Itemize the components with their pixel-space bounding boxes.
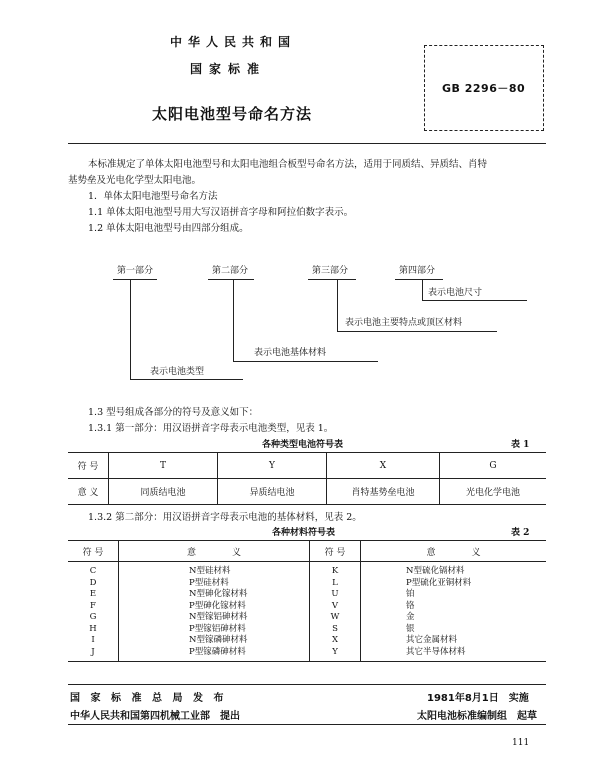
footer-issuer: 国家标准总局发布 [70,693,234,704]
table-1-symbol: T [109,453,218,479]
leader-part-2-v [233,279,234,361]
table-1-meaning-row [68,479,546,505]
table-2-symbol: L [310,578,361,590]
table-2-row [68,589,546,601]
table-1-symbol: G [440,453,547,479]
table-1-label: 表 1 [511,440,530,450]
table-2-meaning: N型镓铝砷材料 [119,612,310,624]
table-2-meaning: N型镓磷砷材料 [119,635,310,647]
section-1-heading: 1．单体太阳电池型号命名方法 [88,191,218,202]
table-2-meaning: N型硅材料 [119,562,310,578]
table-1-meaning: 同质结电池 [109,479,218,505]
intro-line-1: 本标准规定了单体太阳电池型号和太阳电池组合板型号命名方法，适用于同质结、异质结、肖特 [88,159,488,170]
table-2-title: 各种材料符号表 [272,528,336,538]
table-2-symbol: X [310,635,361,647]
footer-rule-top [68,684,546,685]
table-2-materials [68,540,546,662]
table-2-symbol: J [68,647,119,662]
table-1-symbol-row [68,453,546,479]
org-line-1: 中华人民共和国 [170,35,297,49]
table-2-row [68,578,546,590]
table-2-header-row [68,541,546,562]
leader-part-4-v [422,279,423,300]
table-2-meaning: P型硫化亚铜材料 [361,578,547,590]
section-1-3-1: 1.3.1 第一部分：用汉语拼音字母表示电池类型，见表 1。 [88,423,334,434]
table-2-meaning: P型镓磷砷材料 [119,647,310,662]
document-title: 太阳电池型号命名方法 [152,105,313,123]
table-2-symbol: C [89,566,97,576]
table-1-symbol: X [327,453,440,479]
underline-part-1 [113,279,157,280]
table-2-label: 表 2 [511,528,530,538]
table-2-meaning: 铂 [361,589,547,601]
table-2-meaning: 金 [361,612,547,624]
table-2-meaning: 其它金属材料 [361,635,547,647]
leader-part-3-v [337,279,338,331]
table-2-symbol: E [89,589,97,599]
table-2-symbol: W [310,612,361,624]
table-1-meaning-header: 意 义 [68,479,109,505]
diagram-part-4: 第四部分 [399,266,436,276]
label-main-feature: 表示电池主要特点或顶区材料 [345,318,463,328]
table-2-meaning: N型砷化镓材料 [119,589,310,601]
leader-part-1-h [130,379,243,380]
table-2-row [68,635,546,647]
label-cell-size: 表示电池尺寸 [428,288,483,298]
table-2-symbol: F [90,600,96,611]
table-2-row [68,562,546,578]
section-1-3-2: 1.3.2 第二部分：用汉语拼音字母表示电池的基体材料，见表 2。 [88,512,362,523]
table-2-symbol: D [89,577,97,588]
table-2-meaning: N型硫化镉材料 [361,562,547,578]
table-2-meaning: 其它半导体材料 [361,647,547,662]
diagram-part-2: 第二部分 [212,266,249,276]
table-2-symbol: K [310,562,361,578]
underline-part-2 [208,279,254,280]
leader-part-3-h [337,331,497,332]
table-2-meaning: 铬 [361,601,547,613]
footer-drafter: 太阳电池标准编制组 起草 [417,711,537,722]
table-2-row [68,624,546,636]
table-2-symbol: V [310,601,361,613]
table-2-meaning: P型硅材料 [119,578,310,590]
table-1-symbol: Y [218,453,327,479]
leader-part-1-v [130,279,131,379]
table-2-header: 意 义 [361,541,547,562]
leader-part-2-h [233,361,378,362]
footer-proposer: 中华人民共和国第四机械工业部 提出 [70,711,240,722]
section-1-1: 1.1 单体太阳电池型号用大写汉语拼音字母和阿拉伯数字表示。 [88,207,354,218]
footer-date: 1981年8月1日 实施 [427,693,529,704]
underline-part-4 [395,279,443,280]
table-2-meaning: 银 [361,624,547,636]
table-1-meaning: 异质结电池 [218,479,327,505]
table-2-header: 意 义 [119,541,310,562]
table-2-row [68,612,546,624]
table-2-symbol: G [89,612,97,622]
org-line-2: 国家标准 [190,62,267,76]
table-1-cell-types [68,452,546,505]
table-1-meaning: 肖特基势垒电池 [327,479,440,505]
intro-line-2: 基势垒及光电化学型太阳电池。 [68,175,202,186]
header-rule [68,143,546,144]
table-2-row [68,647,546,662]
table-2-symbol: H [89,623,97,634]
table-2-symbol: I [91,635,95,645]
table-2-meaning: P型镓铝砷材料 [119,624,310,636]
table-2-meaning: P型砷化镓材料 [119,601,310,613]
standard-number: GB 2296－80 [442,82,526,95]
table-2-symbol: U [310,589,361,601]
page-number: 111 [512,738,530,748]
table-2-header: 符 号 [310,541,361,562]
table-1-title: 各种类型电池符号表 [262,440,344,450]
leader-part-4-h [422,300,527,301]
diagram-part-3: 第三部分 [312,266,349,276]
table-2-row [68,601,546,613]
table-1-symbol-header: 符 号 [68,453,109,479]
label-base-material: 表示电池基体材料 [254,348,327,358]
section-1-2: 1.2 单体太阳电池型号由四部分组成。 [88,223,249,234]
table-2-symbol: Y [310,647,361,662]
table-2-symbol: S [310,624,361,636]
diagram-part-1: 第一部分 [117,266,154,276]
table-1-meaning: 光电化学电池 [440,479,547,505]
table-2-header: 符 号 [68,541,119,562]
underline-part-3 [308,279,356,280]
footer-rule-bottom [68,724,546,725]
section-1-3: 1.3 型号组成各部分的符号及意义如下： [88,407,259,418]
label-cell-type: 表示电池类型 [150,367,205,377]
